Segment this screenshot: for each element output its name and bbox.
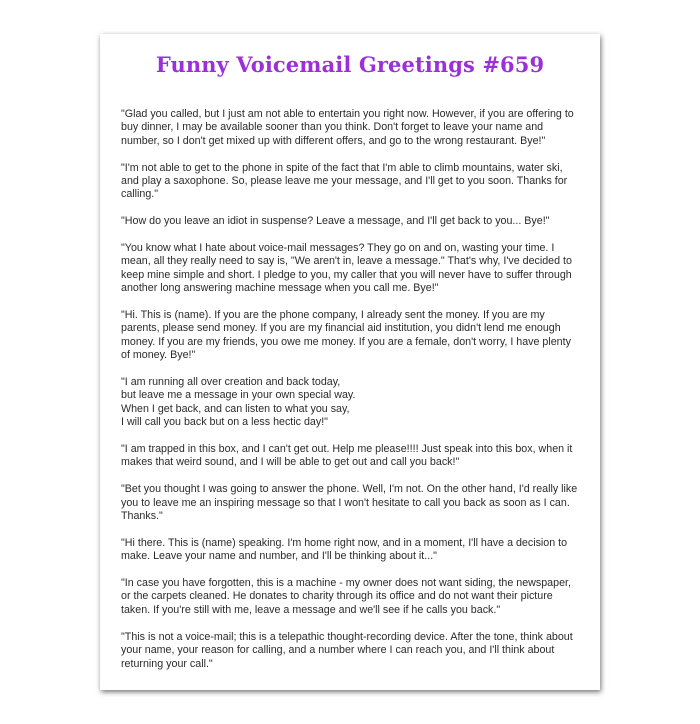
- page-title: Funny Voicemail Greetings #659: [155, 52, 545, 77]
- greeting-item: "In case you have forgotten, this is a machine - my owner does not want siding, the newspaper, or the carpets cleaned. He donates to charity through its office and do not want their picture taken. If you're still with me, leave a message and we'll see if he calls you back.": [121, 577, 571, 616]
- document-page: [100, 34, 600, 690]
- greeting-item: "I am trapped in this box, and I can't get out. Help me please!!!! Just speak into this box, when it makes that weird sound, and I will be able to get out and call you back!": [121, 443, 573, 469]
- greeting-item: "Hi. This is (name). If you are the phone company, I already sent the money. If you are my parents, please send money. If you are my financial aid institution, you didn't lend me enough money. If you are my friends, you owe me money. If you are a female, don't worry, I have plenty of money. Bye!": [121, 309, 571, 362]
- greeting-item: "This is not a voice-mail; this is a telepathic thought-recording device. After the tone, think about your name, your reason for calling, and a number where I can reach you, and I'll think about returning your call.": [121, 630, 573, 670]
- greeting-item: "Glad you called, but I just am not able to entertain you right now. However, if you are offering to buy dinner, I may be available sooner than you think. Don't forget to leave your name and number, so I don't get mixed up with different offers, and go to the wrong restaurant. Bye!": [121, 108, 574, 147]
- greeting-item: "How do you leave an idiot in suspense? Leave a message, and I'll get back to you... Bye!": [121, 215, 550, 228]
- greeting-item: "You know what I hate about voice-mail messages? They go on and on, wasting your time. I mean, all they really need to say is, "We aren't in, leave a message." That's why, I've decided to keep mine simple and short. I pledge to you, my caller that you will never have to suffer through another long answering machine message when you call me. Bye!": [121, 242, 572, 295]
- greeting-item: "I am running all over creation and back today, but leave me a message in your own special way. When I get back, and can listen to what you say, I will call you back but on a less hectic day!": [121, 376, 356, 429]
- greeting-item: "Hi there. This is (name) speaking. I'm home right now, and in a moment, I'll have a decision to make. Leave your name and number, and I'll be thinking about it...": [121, 536, 568, 563]
- greetings-list: [121, 108, 579, 671]
- greeting-item: "Bet you thought I was going to answer the phone. Well, I'm not. On the other hand, I'd really like you to leave me an inspiring message so that I won't hesitate to call you back as soon as I can. Thanks.": [121, 483, 578, 523]
- greeting-item: "I'm not able to get to the phone in spite of the fact that I'm able to climb mountains, water ski, and play a saxophone. So, please leave me your message, and I'll get to you soon. Thanks for calling.": [121, 161, 568, 201]
